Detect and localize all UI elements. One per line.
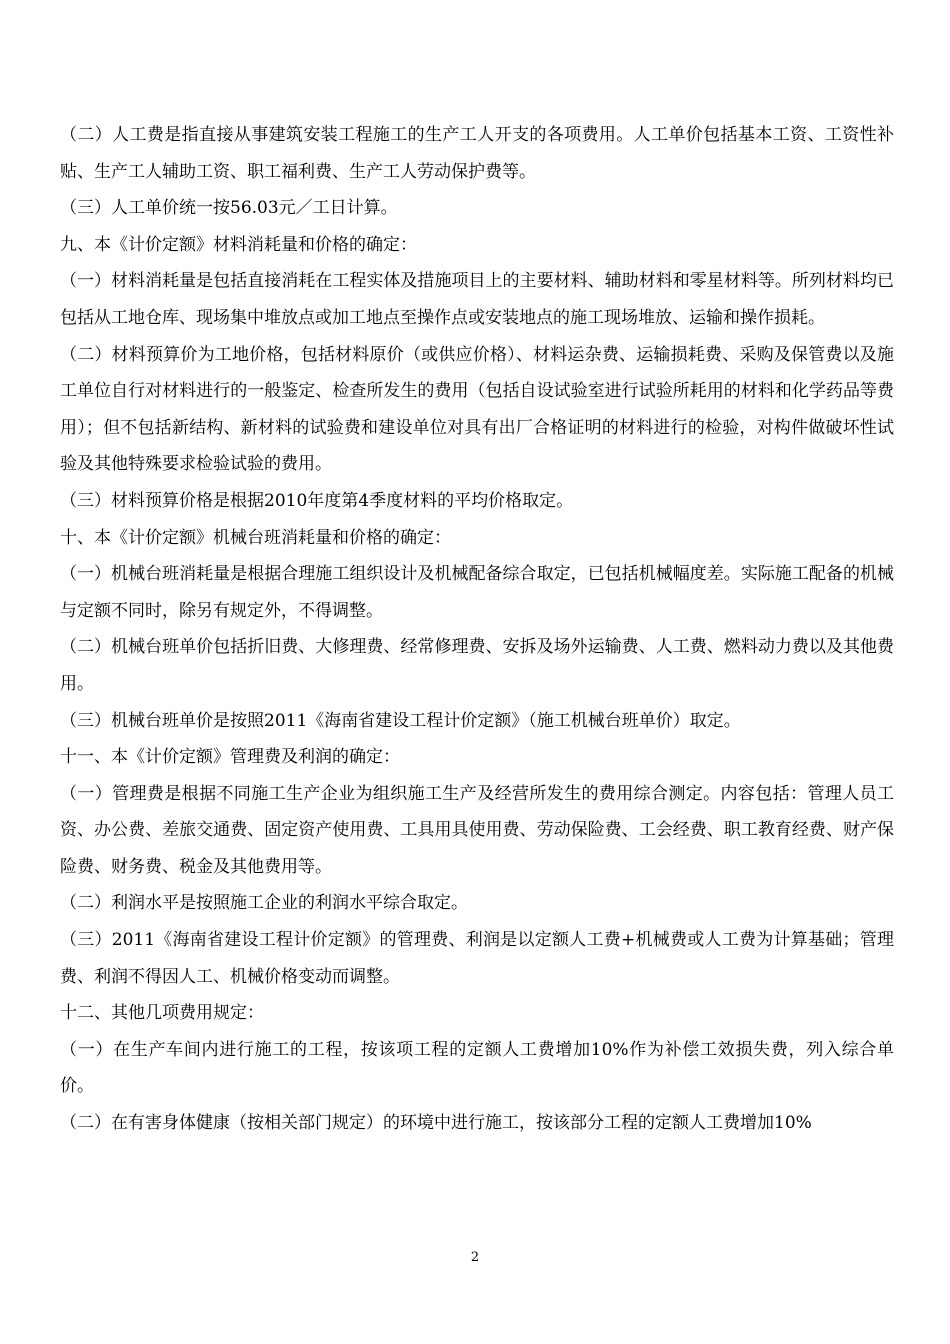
- paragraph: （二）机械台班单价包括折旧费、大修理费、经常修理费、安拆及场外运输费、人工费、燃料动力费以及其他费用。: [60, 637, 894, 694]
- paragraph: （二）在有害身体健康（按相关部门规定）的环境中进行施工，按该部分工程的定额人工费增加10%: [60, 1113, 812, 1134]
- paragraph: （一）管理费是根据不同施工生产企业为组织施工生产及经营所发生的费用综合测定。内容包括：管理人员工资、办公费、差旅交通费、固定资产使用费、工具用具使用费、劳动保险费、工会经费、职工教育经费、财产保险费、财务费、税金及其他费用等。: [60, 783, 894, 877]
- paragraph: （三）机械台班单价是按照2011《海南省建设工程计价定额》（施工机械台班单价）取定。: [60, 710, 741, 731]
- section-heading: 十一、本《计价定额》管理费及利润的确定：: [60, 747, 400, 768]
- paragraph: （二）利润水平是按照施工企业的利润水平综合取定。: [60, 893, 468, 914]
- paragraph: （一）机械台班消耗量是根据合理施工组织设计及机械配备综合取定，已包括机械幅度差。实际施工配备的机械与定额不同时，除另有规定外，不得调整。: [60, 564, 894, 621]
- paragraph: （一）材料消耗量是包括直接消耗在工程实体及措施项目上的主要材料、辅助材料和零星材料等。所列材料均已包括从工地仓库、现场集中堆放点或加工地点至操作点或安装地点的施工现场堆放、运输和操作损耗。: [60, 271, 894, 328]
- paragraph: （二）材料预算价为工地价格，包括材料原价（或供应价格）、材料运杂费、运输损耗费、采购及保管费以及施工单位自行对材料进行的一般鉴定、检查所发生的费用（包括自设试验室进行试验所耗用的材料和化学药品等费用）；但不包括新结构、新材料的试验费和建设单位对具有出厂合格证明的材料进行的检验，对构件做破坏性试验及其他特殊要求检验试验的费用。: [60, 344, 894, 475]
- section-heading: 九、本《计价定额》材料消耗量和价格的确定：: [60, 234, 417, 255]
- paragraph: （三）材料预算价格是根据2010年度第4季度材料的平均价格取定。: [60, 490, 574, 511]
- section-heading: 十、本《计价定额》机械台班消耗量和价格的确定：: [60, 527, 451, 548]
- document-body: [60, 117, 894, 1142]
- paragraph: （二）人工费是指直接从事建筑安装工程施工的生产工人开支的各项费用。人工单价包括基本工资、工资性补贴、生产工人辅助工资、职工福利费、生产工人劳动保护费等。: [60, 125, 894, 182]
- page-number: 2: [470, 1250, 480, 1265]
- paragraph: （三）人工单价统一按56.03元／工日计算。: [60, 198, 398, 219]
- paragraph: （一）在生产车间内进行施工的工程，按该项工程的定额人工费增加10%作为补偿工效损失费，列入综合单价。: [60, 1039, 894, 1097]
- paragraph: （三）2011《海南省建设工程计价定额》的管理费、利润是以定额人工费+机械费或人工费为计算基础；管理费、利润不得因人工、机械价格变动而调整。: [60, 930, 894, 987]
- section-heading: 十二、其他几项费用规定：: [60, 1003, 264, 1024]
